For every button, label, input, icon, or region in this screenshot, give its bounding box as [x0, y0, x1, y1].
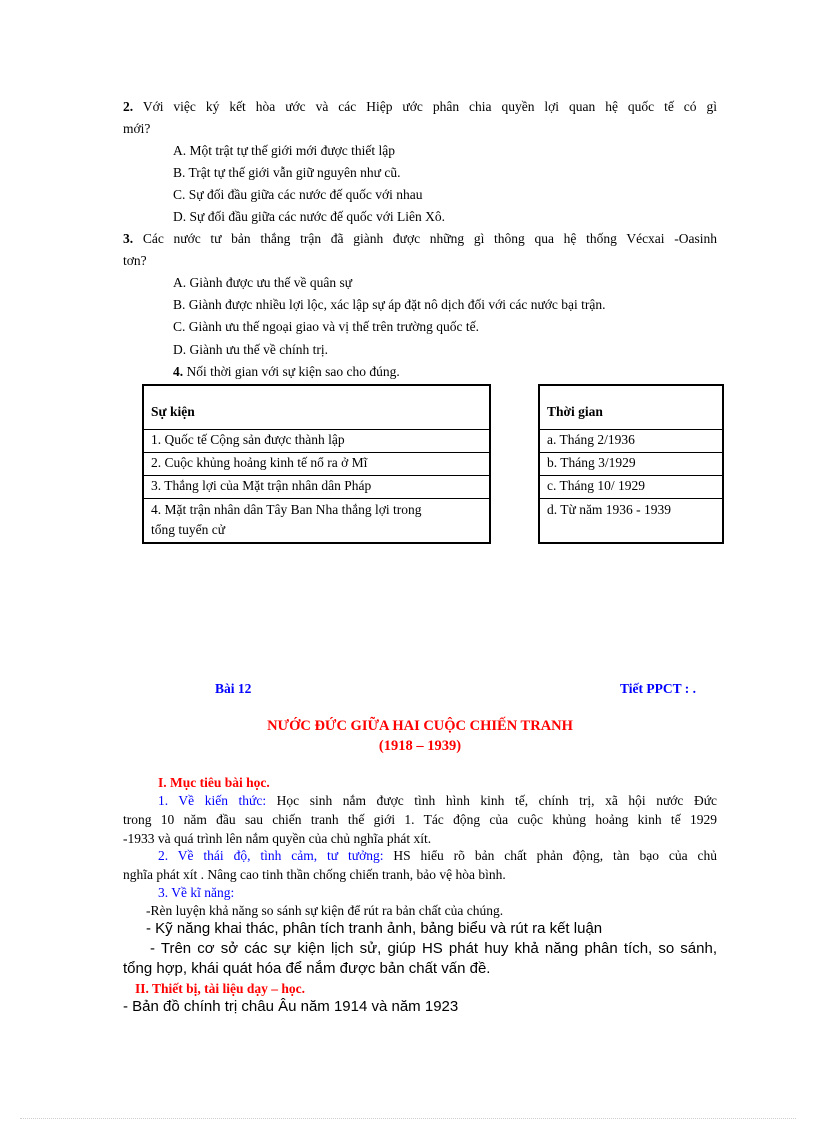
- question-2-option-a: A. Một trật tự thế giới mới được thiết lập: [173, 143, 396, 158]
- time-table-row-d: d. Từ năm 1936 - 1939: [540, 498, 722, 542]
- time-table-header: Thời gian: [547, 404, 603, 419]
- section-2-heading: II. Thiết bị, tài liệu dạy – học.: [135, 981, 306, 996]
- question-4-text: Nối thời gian với sự kiện sao cho đúng.: [183, 364, 400, 379]
- skills-line-4: tổng hợp, khái quát hóa để nắm được bản chất vấn đề.: [123, 960, 491, 977]
- lesson-label: Bài 12: [215, 681, 252, 696]
- events-table-row-3: 3. Thắng lợi của Mặt trận nhân dân Pháp: [144, 475, 489, 498]
- time-table-row-a: a. Tháng 2/1936: [540, 429, 722, 452]
- question-2-text: Với việc ký kết hòa ước và các Hiệp ước phân chia quyền lợi quan hệ quốc tế có gì: [133, 99, 717, 114]
- question-4-number: 4.: [173, 364, 184, 379]
- question-3-line-2: tơn?: [123, 253, 147, 268]
- question-3-option-d: D. Giành ưu thế về chính trị.: [173, 342, 329, 357]
- lesson-title-line-1: NƯỚC ĐỨC GIỮA HAI CUỘC CHIẾN TRANH: [267, 718, 573, 734]
- time-table: [538, 384, 724, 544]
- knowledge-label: 1. Về kiến thức:: [158, 793, 267, 808]
- question-2-line-1: [123, 97, 717, 117]
- events-table-row-2: 2. Cuộc khủng hoảng kinh tế nổ ra ở Mĩ: [144, 452, 489, 475]
- knowledge-line-3: -1933 và quá trình lên nắm quyền của chủ nghĩa phát xít.: [123, 831, 432, 846]
- page-bottom-border: [20, 1118, 796, 1119]
- question-3-line-1: [123, 229, 717, 249]
- lesson-title-line-2: (1918 – 1939): [378, 738, 462, 754]
- events-table-row-4: [144, 498, 489, 542]
- skills-line-3: - Trên cơ sở các sự kiện lịch sử, giúp HS phát huy khả năng phân tích, so sánh,: [150, 940, 717, 957]
- question-4: [173, 362, 400, 382]
- attitude-line-2: nghĩa phát xít . Nâng cao tinh thần chống chiến tranh, bảo vệ hòa bình.: [123, 867, 506, 882]
- attitude-text-1: HS hiểu rõ bản chất phản động, tàn bạo của chủ: [383, 848, 717, 863]
- skills-line-2: - Kỹ năng khai thác, phân tích tranh ảnh, bảng biểu và rút ra kết luận: [146, 920, 603, 937]
- knowledge-line-2: trong 10 năm đầu sau chiến tranh thế giới 1. Tác động của cuộc khủng hoảng kinh tế 1929: [123, 812, 717, 827]
- question-3-number: 3.: [123, 231, 134, 246]
- time-table-row-b: b. Tháng 3/1929: [540, 452, 722, 475]
- question-3-text: Các nước tư bản thắng trận đã giành được những gì thông qua hệ thống Vécxai -Oasinh: [133, 231, 717, 246]
- events-table: [142, 384, 491, 544]
- knowledge-line-1: [158, 791, 717, 811]
- events-table-row-4-line-2: tổng tuyển cử: [151, 522, 226, 537]
- question-3-option-b: B. Giành được nhiều lợi lộc, xác lập sự áp đặt nô dịch đối với các nước bại trận.: [173, 297, 606, 312]
- events-table-row-1: 1. Quốc tế Cộng sản được thành lập: [144, 429, 489, 452]
- question-2-option-d: D. Sự đối đầu giữa các nước đế quốc với Liên Xô.: [173, 209, 446, 224]
- question-2-option-c: C. Sự đối đầu giữa các nước đế quốc với nhau: [173, 187, 423, 202]
- question-3-option-a: A. Giành được ưu thế về quân sự: [173, 275, 353, 290]
- section-2-line-1: - Bản đồ chính trị châu Âu năm 1914 và năm 1923: [123, 998, 459, 1015]
- question-3-option-c: C. Giành ưu thế ngoại giao và vị thế trên trường quốc tế.: [173, 319, 479, 334]
- question-2-line-2: mới?: [123, 121, 151, 136]
- attitude-label: 2. Về thái độ, tình cảm, tư tưởng:: [158, 848, 384, 863]
- skills-line-1: -Rèn luyện khả năng so sánh sự kiện để rút ra bản chất của chúng.: [146, 903, 504, 918]
- knowledge-text-1: Học sinh nắm được tình hình kinh tế, chính trị, xã hội nước Đức: [266, 793, 717, 808]
- events-table-row-4-line-1: 4. Mặt trận nhân dân Tây Ban Nha thắng lợi trong: [151, 502, 422, 517]
- question-2-number: 2.: [123, 99, 134, 114]
- events-table-header: Sự kiện: [151, 404, 195, 419]
- time-table-row-c: c. Tháng 10/ 1929: [540, 475, 722, 498]
- attitude-line-1: [158, 846, 717, 866]
- section-1-heading: I. Mục tiêu bài học.: [158, 775, 270, 790]
- question-2-option-b: B. Trật tự thế giới vẫn giữ nguyên như cũ.: [173, 165, 401, 180]
- skills-label: 3. Về kĩ năng:: [158, 885, 235, 900]
- lesson-ppct: Tiết PPCT : .: [620, 681, 696, 696]
